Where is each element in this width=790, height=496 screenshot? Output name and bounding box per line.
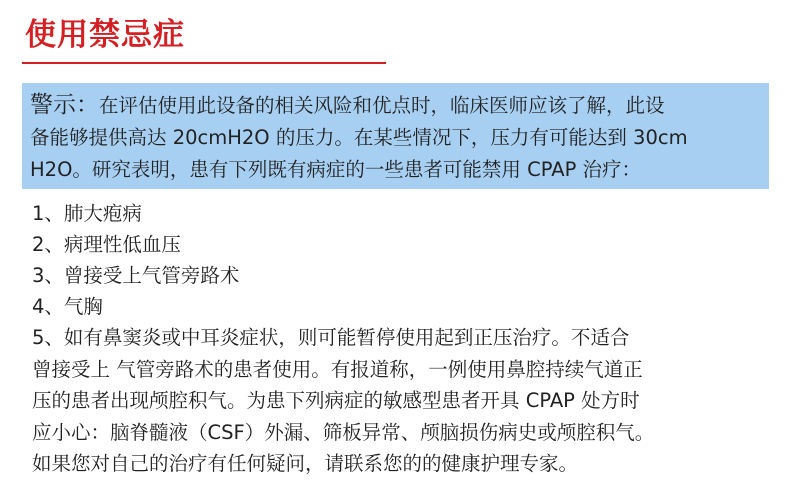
warning-text	[30, 89, 761, 186]
note-line: 曾接受上 气管旁路术的患者使用。有报道称，一例使用鼻腔持续气道正	[32, 357, 643, 381]
note-line: 应小心：脑脊髓液（CSF）外漏、筛板异常、颅脑损伤病史或颅腔积气。	[32, 420, 655, 444]
list-item: 1、肺大疱病	[32, 202, 142, 225]
note-line: 压的患者出现颅腔积气。为患下列病症的敏感型患者开具 CPAP 处方时	[32, 389, 640, 412]
note-paragraph	[32, 322, 732, 480]
list-item: 3、曾接受上气管旁路术	[32, 264, 240, 287]
note-line: 5、如有鼻窦炎或中耳炎症状，则可能暂停使用起到正压治疗。不适合	[32, 326, 630, 349]
warning-line-1: 在评估使用此设备的相关风险和优点时，临床医师应该了解，此设	[99, 94, 665, 117]
page-title: 使用禁忌症	[25, 17, 185, 53]
note-line: 如果您对自己的治疗有任何疑问，请联系您的的健康护理专家。	[32, 452, 579, 475]
warning-label: 警示：	[30, 92, 99, 118]
warning-line-3: H2O。研究表明，患有下列既有病症的一些患者可能禁用 CPAP 治疗：	[30, 158, 642, 181]
warning-line-2: 备能够提供高达 20cmH2O 的压力。在某些情况下，压力有可能达到 30cm	[30, 126, 688, 149]
contraindication-list	[32, 198, 732, 322]
list-item: 2、病理性低血压	[32, 233, 181, 256]
list-item: 4、气胸	[32, 295, 103, 318]
warning-box	[22, 83, 769, 189]
title-underline	[22, 62, 386, 64]
